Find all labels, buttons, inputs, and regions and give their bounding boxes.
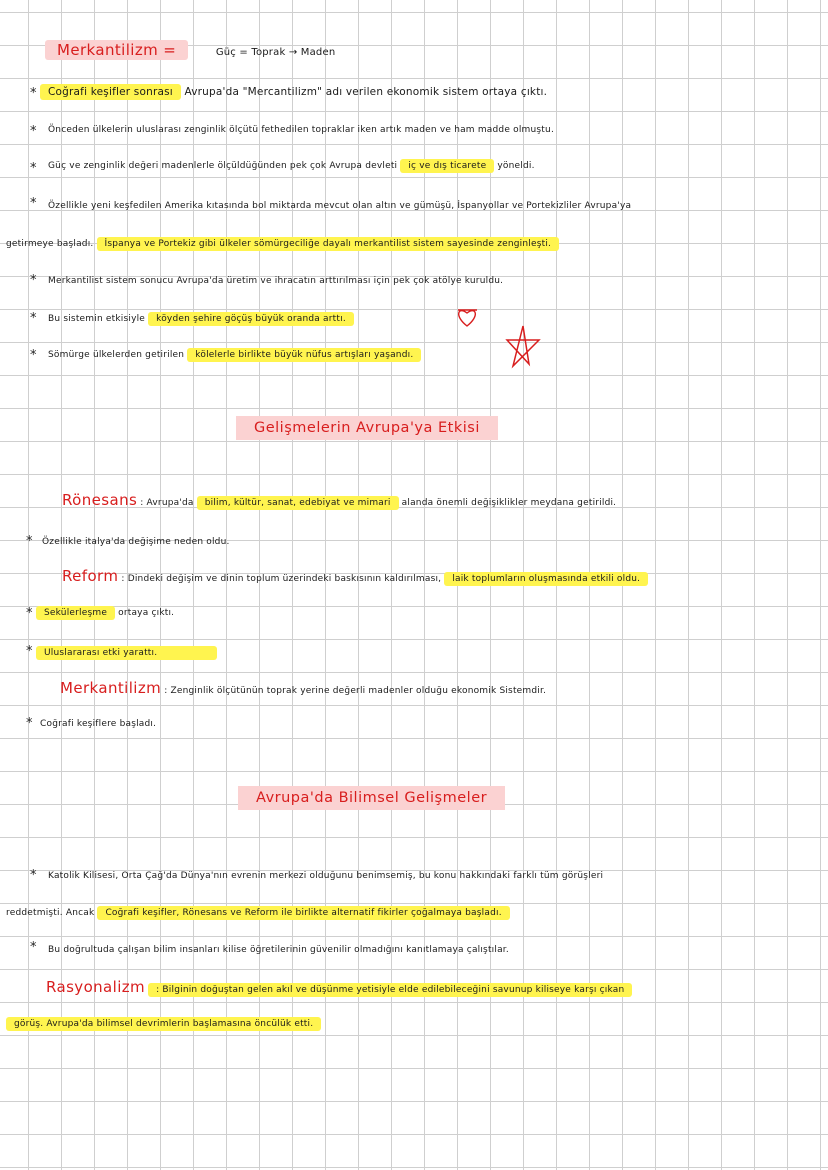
- text: ortaya çıktı.: [118, 608, 175, 618]
- bilimsel-paragraph-line2: [6, 905, 510, 921]
- bullet-icon: *: [26, 606, 33, 621]
- bullet-icon: *: [30, 348, 37, 363]
- bullet-icon: *: [26, 534, 33, 549]
- bullet-icon: *: [30, 196, 37, 211]
- rasyonalizm-definition-line2: [6, 1016, 321, 1032]
- highlight: : Bilginin doğuştan gelen akıl ve düşünme yetisiyle elde edilebileceğini savunup kiliseye karşı çıkan: [148, 983, 632, 997]
- bullet-icon: *: [30, 124, 37, 139]
- bullet-icon: *: [30, 311, 37, 326]
- highlight: bilim, kültür, sanat, edebiyat ve mimari: [197, 496, 399, 510]
- reform-item-1: [36, 605, 174, 621]
- text: Avrupa'da "Mercantilizm" adı verilen ekonomik sistem ortaya çıktı.: [184, 86, 548, 98]
- text: yöneldi.: [497, 161, 535, 171]
- highlight: iç ve dış ticarete: [400, 159, 494, 173]
- text: : Dindeki değişim ve dinin toplum üzerindeki baskısının kaldırılması,: [121, 574, 442, 584]
- term-reform: Reform: [62, 567, 119, 585]
- merk-item-6: [48, 311, 354, 327]
- bullet-icon: *: [30, 273, 37, 288]
- highlight: görüş. Avrupa'da bilimsel devrimlerin başlamasına öncülük etti.: [6, 1017, 321, 1031]
- highlight: Coğrafi keşifler, Rönesans ve Reform ile birlikte alternatif fikirler çoğalmaya başladı.: [97, 906, 509, 920]
- highlight: İspanya ve Portekiz gibi ülkeler sömürgeciliğe dayalı merkantilist sistem sayesinde zenginleşti.: [97, 237, 560, 251]
- bullet-icon: *: [26, 644, 33, 659]
- term-merkantilizm: Merkantilizm: [60, 679, 162, 697]
- term-ronesans: Rönesans: [62, 491, 138, 509]
- merk-item-5: Merkantilist sistem sonucu Avrupa'da üretim ve ihracatın arttırılması için pek çok atölye kuruldu.: [48, 276, 504, 286]
- bullet-icon: *: [30, 86, 37, 101]
- merk-item-7: [48, 347, 421, 363]
- ronesans-definition: [62, 492, 616, 511]
- merk-item-2: Önceden ülkelerin uluslarası zenginlik ölçütü fethedilen topraklar iken artık maden ve ham madde olmuştu.: [48, 125, 555, 135]
- text: Bu sistemin etkisiyle: [48, 314, 146, 324]
- rasyonalizm-definition: [46, 979, 632, 998]
- highlight: Coğrafi keşifler sonrası: [40, 84, 181, 100]
- bullet-icon: *: [30, 940, 37, 955]
- bullet-icon: *: [26, 716, 33, 731]
- text: : Zenginlik ölçütünün toprak yerine değerli madenler olduğu ekonomik Sistemdir.: [164, 686, 547, 696]
- merkantilizm-title: Merkantilizm =: [45, 40, 188, 60]
- text: alanda önemli değişiklikler meydana getirildi.: [401, 498, 617, 508]
- merkantilizm-formula: Güç = Toprak → Maden: [215, 47, 336, 58]
- merk-item-1: [40, 84, 547, 100]
- bilimsel-paragraph-line1: Katolik Kilisesi, Orta Çağ'da Dünya'nın evrenin merkezi olduğunu benimsemiş, bu konu hakkındaki farklı tüm görüşleri: [48, 871, 604, 881]
- reform-definition: [62, 568, 648, 587]
- merkantilizm-definition: [60, 680, 546, 699]
- bilimsel-item-2: Bu doğrultuda çalışan bilim insanları kilise öğretilerinin güvenilir olmadığını kanıtlamaya çalıştılar.: [48, 945, 509, 955]
- highlight: Uluslararası etki yarattı.: [36, 646, 217, 660]
- merk-item-3: [48, 158, 535, 174]
- highlight: laik toplumların oluşmasında etkili oldu.: [444, 572, 648, 586]
- section-heading-bilimsel: Avrupa'da Bilimsel Gelişmeler: [238, 786, 505, 810]
- star-doodle-icon: [503, 322, 543, 370]
- ronesans-item-1: Özellikle italya'da değişime neden oldu.: [42, 537, 230, 547]
- text: : Avrupa'da: [140, 498, 194, 508]
- section-heading-gelismeler: Gelişmelerin Avrupa'ya Etkisi: [236, 416, 498, 440]
- text: Güç ve zenginlik değeri madenlerle ölçüldüğünden pek çok Avrupa devleti: [48, 161, 398, 171]
- heart-doodle-icon: [452, 304, 482, 330]
- merk-item-4-line2: [6, 236, 559, 252]
- text: getirmeye başladı.: [6, 239, 94, 249]
- text: reddetmişti. Ancak: [6, 908, 95, 918]
- merk-item-4-line1: Özellikle yeni keşfedilen Amerika kıtasında bol miktarda mevcut olan altın ve gümüşü, İspanyollar ve Portekizliler Avrupa'ya: [48, 201, 632, 211]
- text: Sömürge ülkelerden getirilen: [48, 350, 185, 360]
- merkantilizm-item-1: Coğrafi keşiflere başladı.: [40, 719, 157, 729]
- term-rasyonalizm: Rasyonalizm: [46, 978, 146, 996]
- merkantilizm-title-row: [45, 42, 335, 61]
- highlight: Sekülerleşme: [36, 606, 115, 620]
- highlight: kölelerle birlikte büyük nüfus artışları yaşandı.: [187, 348, 421, 362]
- bullet-icon: *: [30, 868, 37, 883]
- reform-item-2: [36, 645, 217, 661]
- bullet-icon: *: [30, 161, 37, 176]
- highlight: köyden şehire göçüş büyük oranda arttı.: [148, 312, 354, 326]
